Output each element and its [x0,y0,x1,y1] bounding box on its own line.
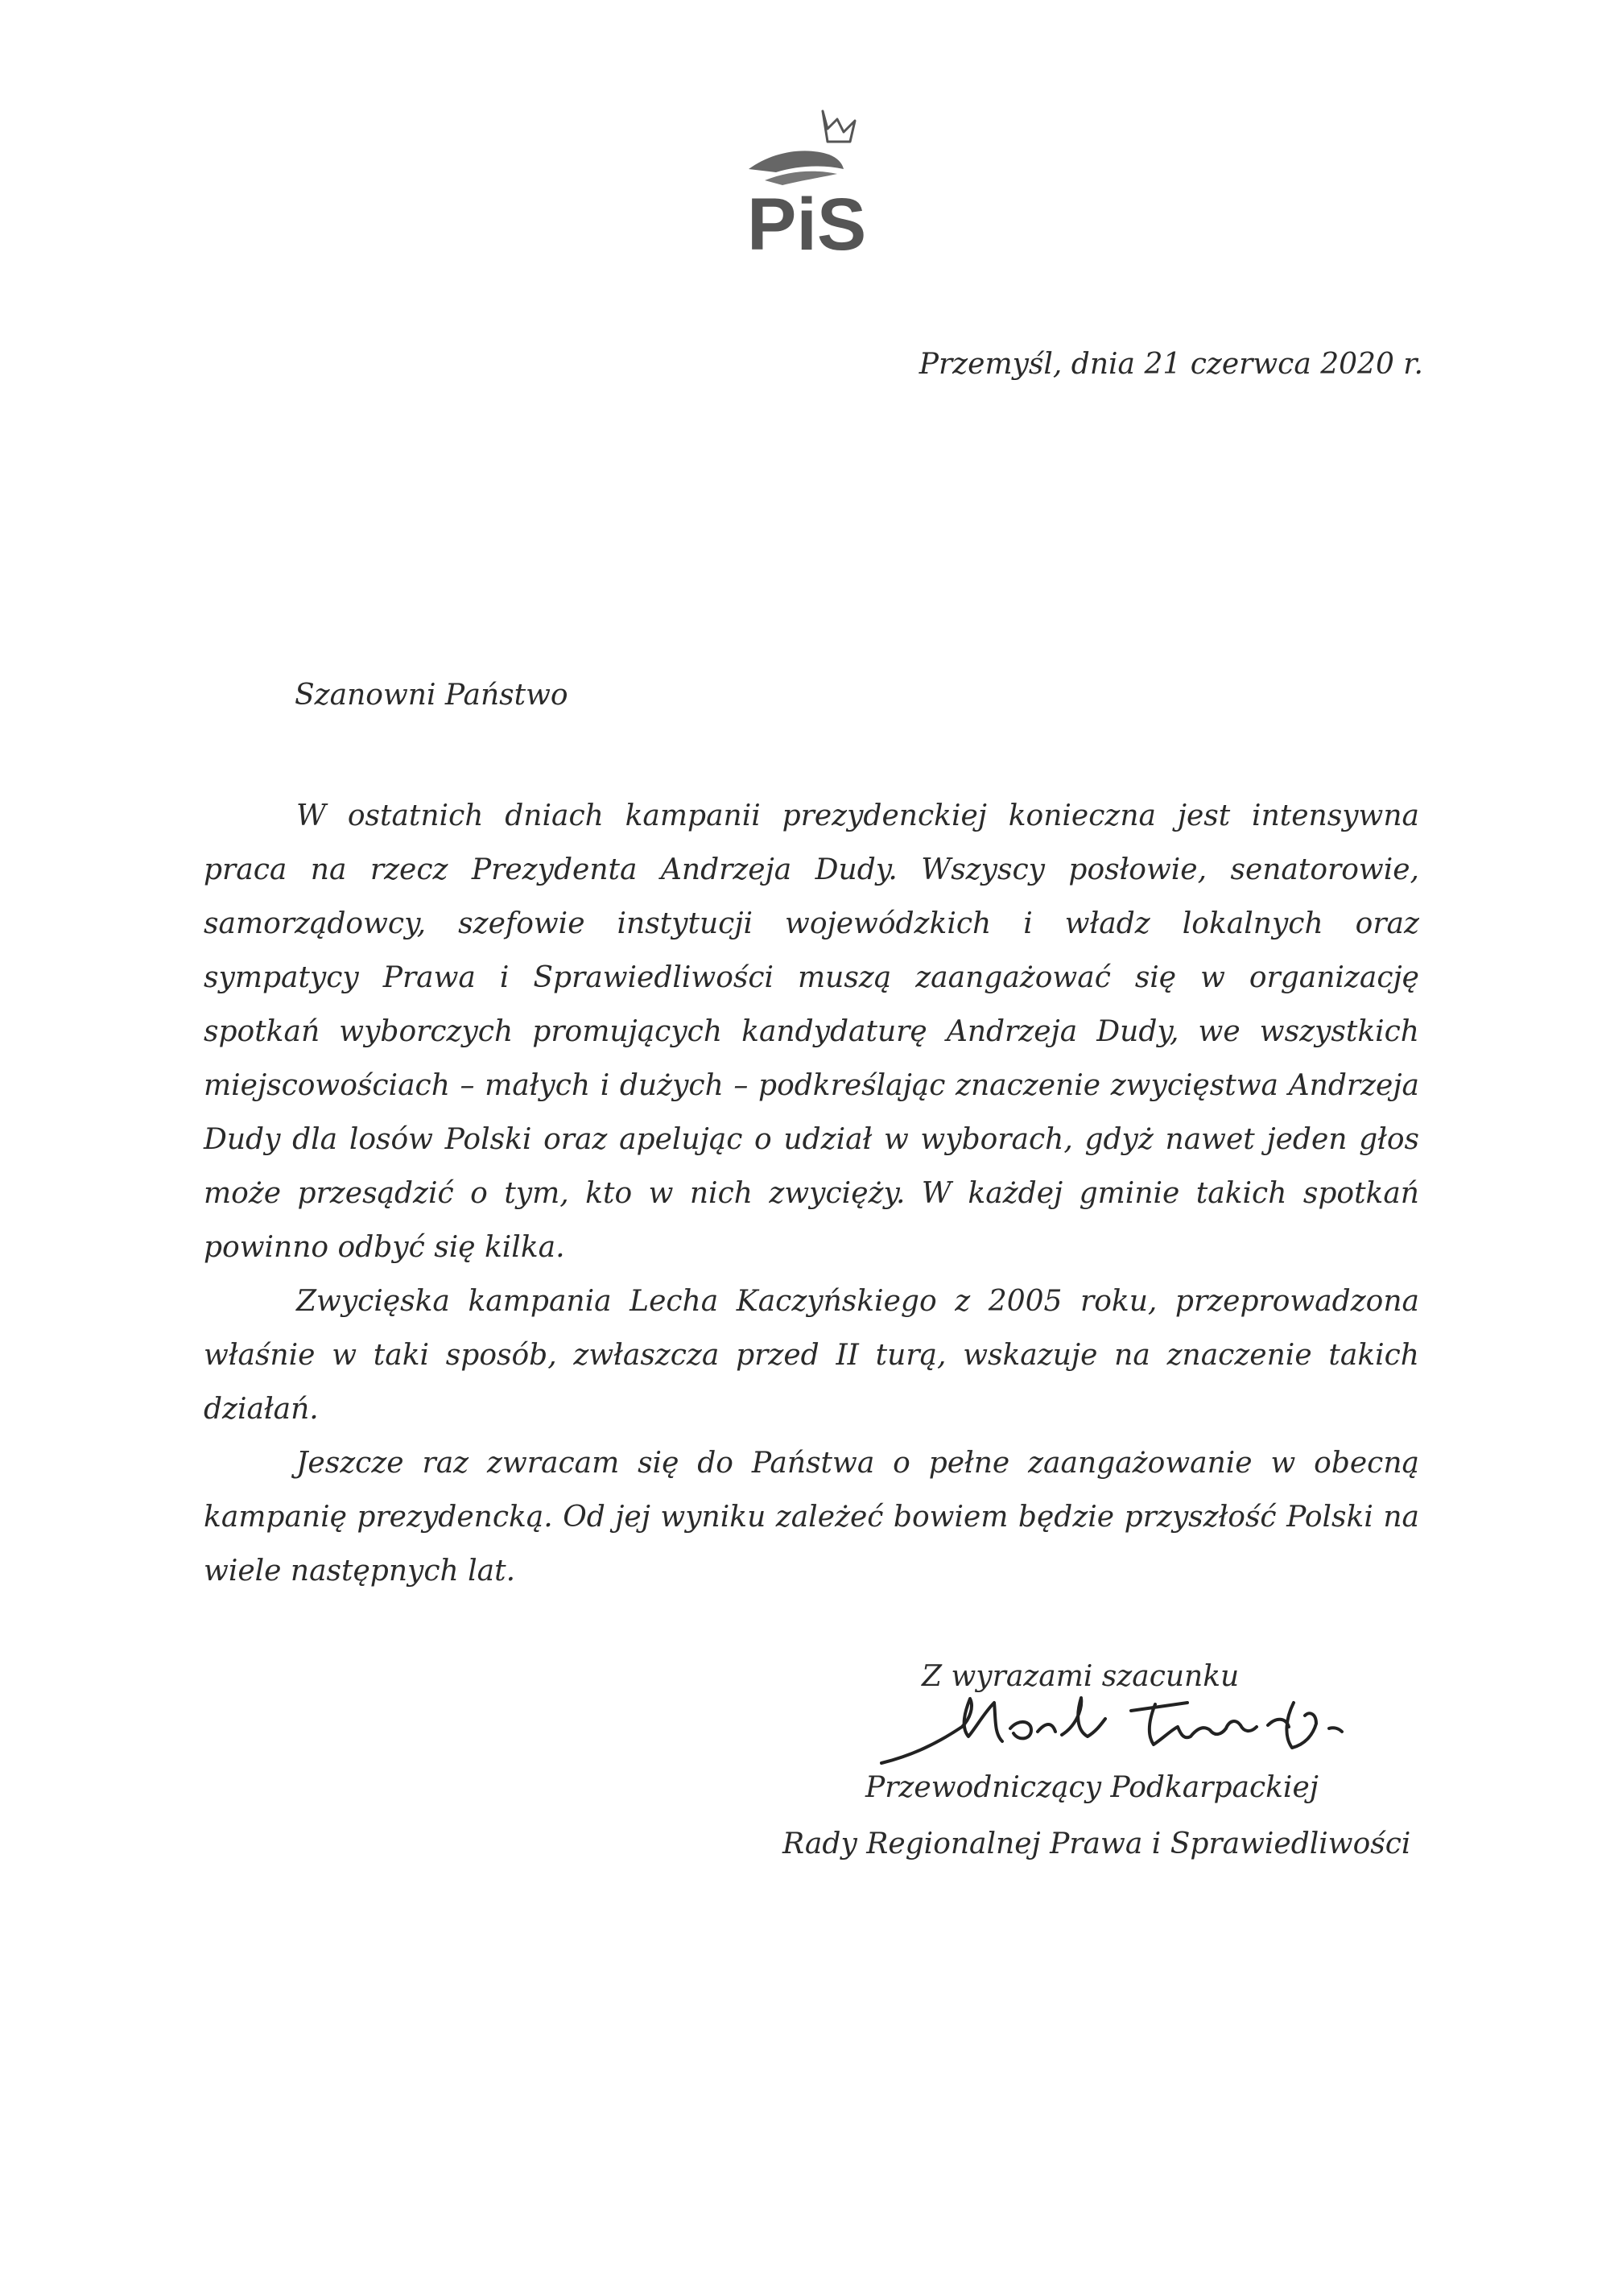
letter-body [204,789,1419,1598]
party-logo [724,97,886,266]
letter-date: Przemyśl, dnia 21 czerwca 2020 r. [919,348,1423,381]
pis-logo-icon [724,97,886,266]
letter-closing: Z wyrazami szacunku [922,1660,1240,1693]
signatory-title-line2: Rady Regionalnej Prawa i Sprawiedliwości [782,1827,1411,1860]
signatory-title-line1: Przewodniczący Podkarpackiej [865,1771,1319,1804]
svg-text:PiS: PiS [747,184,867,266]
body-paragraph: W ostatnich dniach kampanii prezydenckiej konieczna jest intensywna praca na rzecz Prezydenta Andrzeja Dudy. Wszyscy posłowie, senatorowie, samorządowcy, szefowie instytucji wojewódzkich i władz lokalnych oraz sympatycy Prawa i Sprawiedliwości muszą zaangażować się w organizację spotkań wyborczych promujących kandydaturę Andrzeja Dudy, we wszystkich miejscowościach – małych i dużych – podkreślając znaczenie zwycięstwa Andrzeja Dudy dla losów Polski oraz apelując o udział w wyborach, gdyż nawet jeden głos może przesądzić o tym, kto w nich zwycięży. W każdej gminie takich spotkań powinno odbyć się kilka. [204,799,1419,1264]
body-paragraph: Jeszcze raz zwracam się do Państwa o pełne zaangażowanie w obecną kampanię prezydencką. Od jej wyniku zależeć bowiem będzie przyszłość Polski na wiele następnych lat. [204,1447,1419,1588]
signature-icon [865,1679,1364,1775]
body-paragraph: Zwycięska kampania Lecha Kaczyńskiego z 2005 roku, przeprowadzona właśnie w taki sposób, zwłaszcza przed II turą, wskazuje na znaczenie takich działań. [204,1285,1419,1426]
handwritten-signature [865,1679,1364,1775]
letter-salutation: Szanowni Państwo [295,679,568,712]
